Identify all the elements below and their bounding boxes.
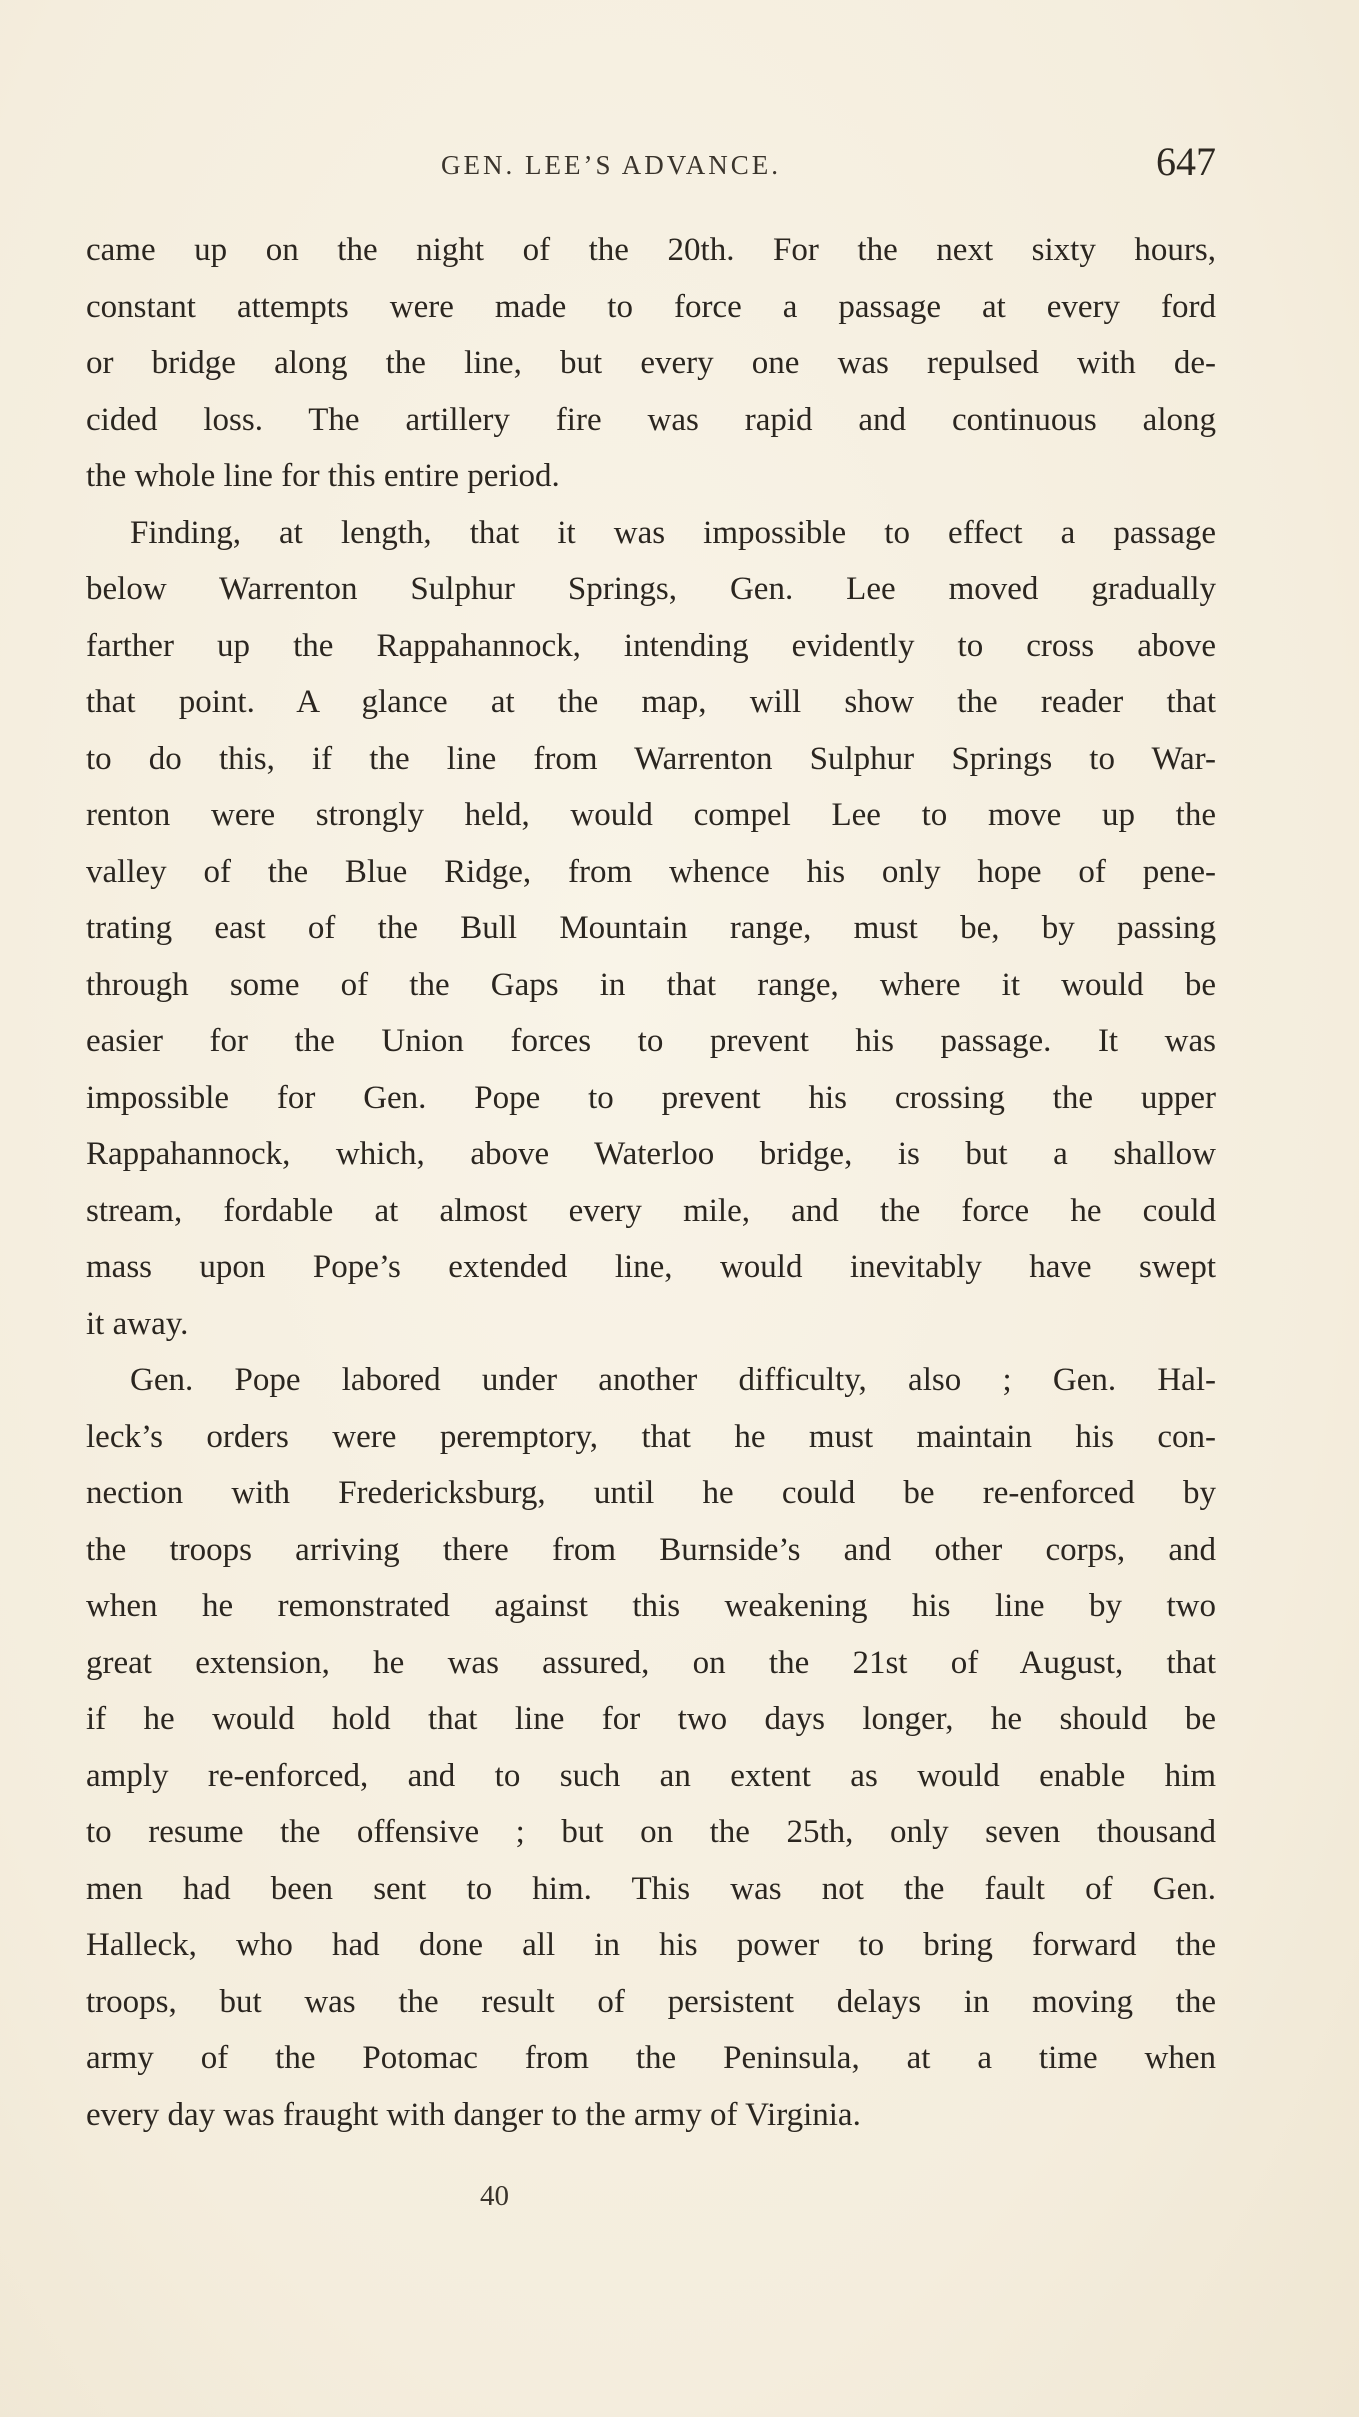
text-line: troops, but was the result of persistent delays in moving the (86, 1983, 1216, 2020)
signature-mark: 40 (480, 2180, 509, 2212)
text-line: if he would hold that line for two days longer, he should be (86, 1701, 1216, 1737)
running-head: GEN. LEE’S ADVANCE. (441, 150, 781, 180)
text-line: the whole line for this entire period. (86, 458, 560, 494)
text-line: constant attempts were made to force a passage at every ford (86, 288, 1216, 325)
text-line: Gen. Pope labored under another difficulty, also ; Gen. Hal- (130, 1362, 1216, 1398)
text-line: great extension, he was assured, on the 21st of August, that (86, 1644, 1216, 1681)
text-line: to do this, if the line from Warrenton Sulphur Springs to War- (86, 740, 1216, 777)
text-line: renton were strongly held, would compel Lee to move up the (86, 797, 1216, 833)
text-line: nection with Fredericksburg, until he could be re-enforced by (86, 1475, 1216, 1511)
text-line: Finding, at length, that it was impossible to effect a passage (130, 514, 1216, 551)
text-line: when he remonstrated against this weakening his line by two (86, 1588, 1216, 1624)
text-line: valley of the Blue Ridge, from whence his only hope of pene- (86, 853, 1216, 890)
text-line: easier for the Union forces to prevent his passage. It was (86, 1023, 1216, 1059)
text-line: that point. A glance at the map, will show the reader that (86, 684, 1216, 720)
body-text (86, 222, 1216, 2143)
text-line: below Warrenton Sulphur Springs, Gen. Lee moved gradually (86, 571, 1216, 607)
text-line: through some of the Gaps in that range, where it would be (86, 966, 1216, 1003)
text-line: cided loss. The artillery fire was rapid and continuous along (86, 401, 1216, 438)
text-line: leck’s orders were peremptory, that he must maintain his con- (86, 1418, 1216, 1455)
text-line: it away. (86, 1305, 189, 1342)
text-line: mass upon Pope’s extended line, would inevitably have swept (86, 1249, 1216, 1285)
text-line: or bridge along the line, but every one was repulsed with de- (86, 345, 1216, 381)
page-header (86, 138, 1216, 198)
text-line: came up on the night of the 20th. For the next sixty hours, (86, 232, 1216, 268)
text-line: trating east of the Bull Mountain range, must be, by passing (86, 910, 1216, 946)
text-line: stream, fordable at almost every mile, and the force he could (86, 1192, 1216, 1229)
text-line: Rappahannock, which, above Waterloo bridge, is but a shallow (86, 1136, 1216, 1172)
text-line: Halleck, who had done all in his power to bring forward the (86, 1927, 1216, 1963)
text-line: army of the Potomac from the Peninsula, at a time when (86, 2040, 1216, 2076)
text-line: to resume the offensive ; but on the 25th, only seven thousand (86, 1814, 1216, 1850)
text-line: amply re-enforced, and to such an extent as would enable him (86, 1757, 1216, 1794)
text-line: every day was fraught with danger to the army of Virginia. (86, 2096, 861, 2133)
text-line: farther up the Rappahannock, intending evidently to cross above (86, 627, 1216, 664)
text-line: impossible for Gen. Pope to prevent his crossing the upper (86, 1079, 1216, 1116)
text-line: the troops arriving there from Burnside’s and other corps, and (86, 1531, 1216, 1568)
text-line: men had been sent to him. This was not the fault of Gen. (86, 1870, 1216, 1907)
page-number: 647 (1156, 139, 1216, 184)
